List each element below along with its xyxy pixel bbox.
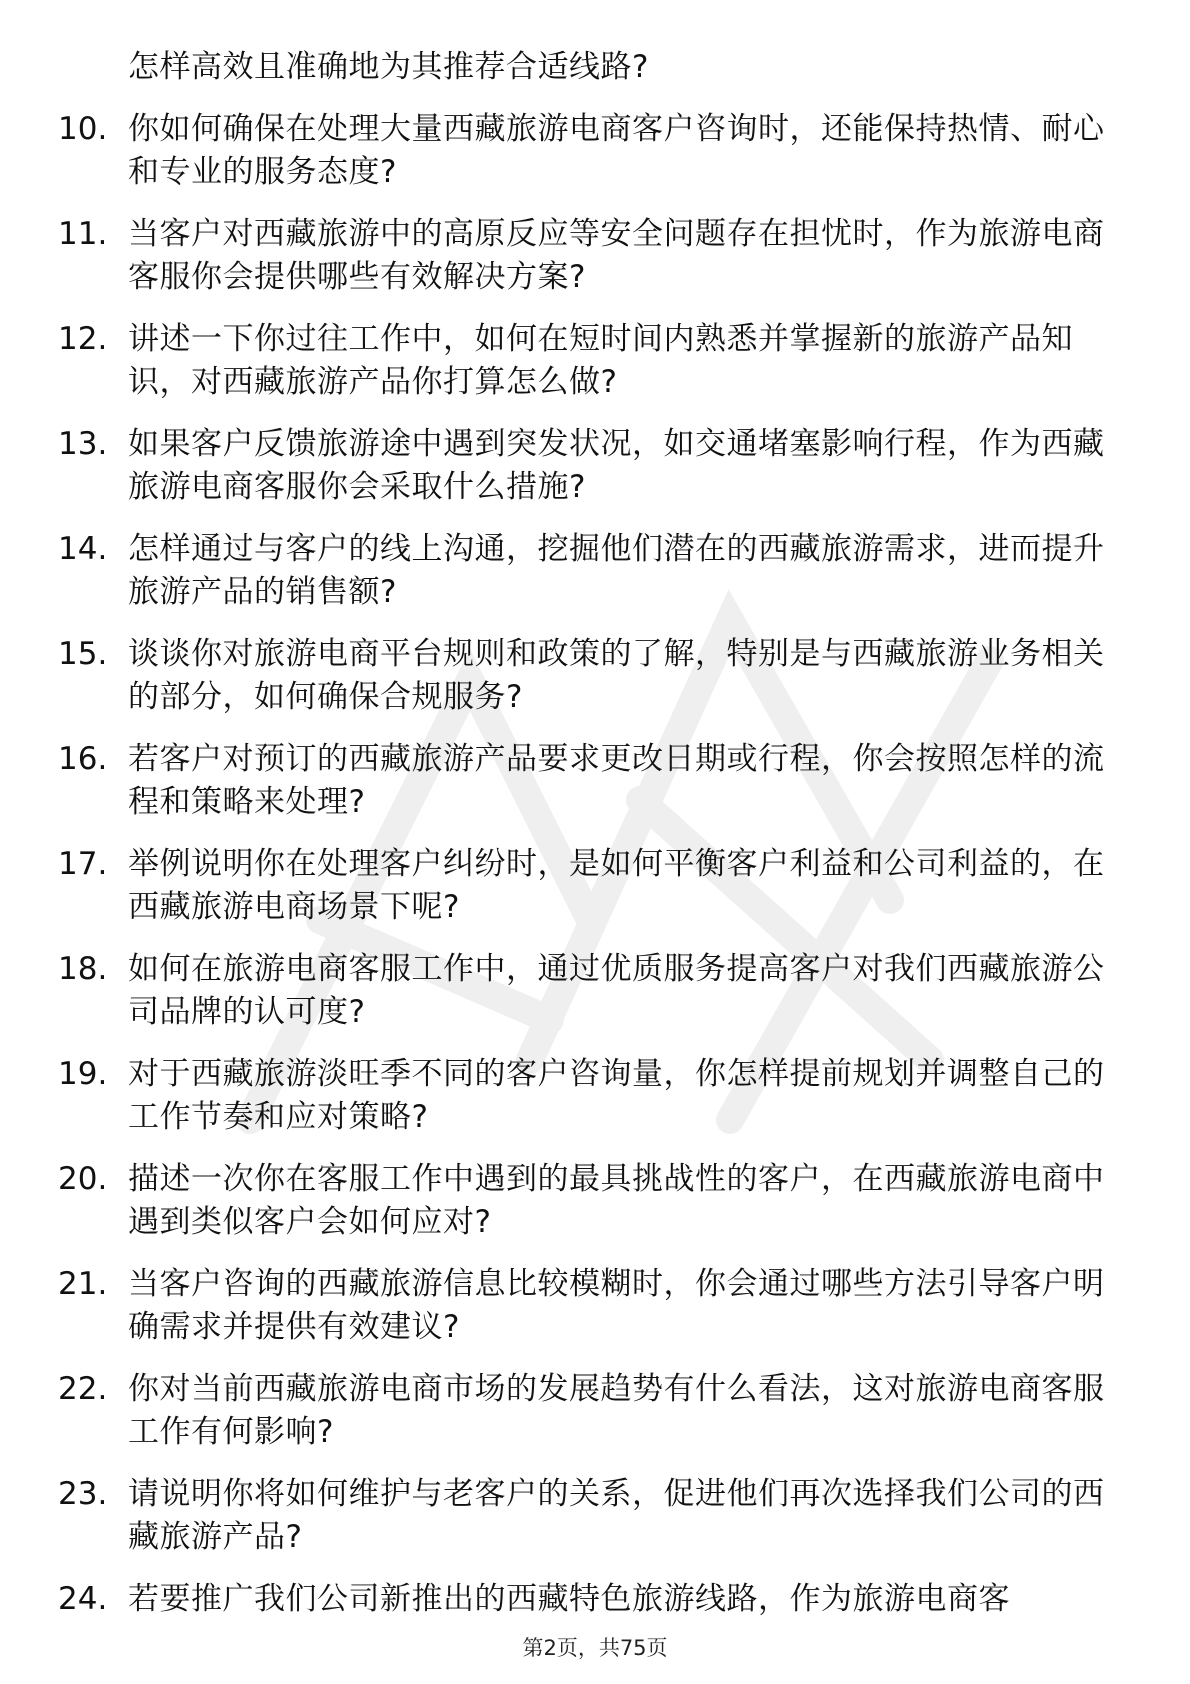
question-text: 举例说明你在处理客户纠纷时，是如何平衡客户利益和公司利益的，在西藏旅游电商场景下呢?	[128, 846, 1105, 925]
question-number: 16.	[58, 741, 108, 777]
list-item	[0, 633, 1190, 738]
list-item	[0, 1158, 1190, 1263]
question-text: 讲述一下你过往工作中，如何在短时间内熟悉并掌握新的旅游产品知识，对西藏旅游产品你打算怎么做?	[128, 321, 1073, 400]
question-number: 19.	[58, 1056, 108, 1092]
question-text: 你对当前西藏旅游电商市场的发展趋势有什么看法，这对旅游电商客服工作有何影响?	[128, 1371, 1105, 1450]
list-item	[0, 1263, 1190, 1368]
question-text: 如何在旅游电商客服工作中，通过优质服务提高客户对我们西藏旅游公司品牌的认可度?	[128, 951, 1105, 1030]
question-number: 12.	[58, 321, 108, 357]
question-number: 14.	[58, 531, 108, 567]
list-item	[0, 1053, 1190, 1158]
question-text: 当客户对西藏旅游中的高原反应等安全问题存在担忧时，作为旅游电商客服你会提供哪些有效解决方案?	[128, 216, 1105, 295]
question-text: 怎样高效且准确地为其推荐合适线路?	[128, 49, 649, 85]
question-number: 18.	[58, 951, 108, 987]
question-number: 20.	[58, 1161, 108, 1197]
list-item	[0, 1473, 1190, 1578]
question-number: 10.	[58, 111, 108, 147]
list-item	[0, 108, 1190, 213]
question-text: 谈谈你对旅游电商平台规则和政策的了解，特别是与西藏旅游业务相关的部分，如何确保合规服务?	[128, 636, 1105, 715]
question-text: 请说明你将如何维护与老客户的关系，促进他们再次选择我们公司的西藏旅游产品?	[128, 1476, 1105, 1555]
list-item	[0, 318, 1190, 423]
question-number: 17.	[58, 846, 108, 882]
question-text: 怎样通过与客户的线上沟通，挖掘他们潜在的西藏旅游需求，进而提升旅游产品的销售额?	[128, 531, 1105, 610]
question-number: 22.	[58, 1371, 108, 1407]
list-item	[0, 738, 1190, 843]
list-item	[0, 948, 1190, 1053]
question-number: 13.	[58, 426, 108, 462]
question-number: 11.	[58, 216, 108, 252]
question-text: 你如何确保在处理大量西藏旅游电商客户咨询时，还能保持热情、耐心和专业的服务态度?	[128, 111, 1105, 190]
question-number: 15.	[58, 636, 108, 672]
question-text: 若客户对预订的西藏旅游产品要求更改日期或行程，你会按照怎样的流程和策略来处理?	[128, 741, 1105, 820]
question-number: 24.	[58, 1581, 108, 1617]
list-item	[0, 423, 1190, 528]
list-item-continuation	[0, 46, 1190, 108]
question-text: 当客户咨询的西藏旅游信息比较模糊时，你会通过哪些方法引导客户明确需求并提供有效建议?	[128, 1266, 1105, 1345]
list-item	[0, 213, 1190, 318]
question-list	[0, 46, 1190, 1683]
question-number: 21.	[58, 1266, 108, 1302]
list-item	[0, 528, 1190, 633]
question-text: 如果客户反馈旅游途中遇到突发状况，如交通堵塞影响行程，作为西藏旅游电商客服你会采取什么措施?	[128, 426, 1105, 505]
list-item	[0, 1368, 1190, 1473]
page-number-footer: 第2页，共75页	[522, 1636, 668, 1660]
question-text: 若要推广我们公司新推出的西藏特色旅游线路，作为旅游电商客	[128, 1581, 1010, 1617]
list-item	[0, 843, 1190, 948]
question-number: 23.	[58, 1476, 108, 1512]
list-item	[0, 1578, 1190, 1683]
question-text: 对于西藏旅游淡旺季不同的客户咨询量，你怎样提前规划并调整自己的工作节奏和应对策略?	[128, 1056, 1105, 1135]
question-text: 描述一次你在客服工作中遇到的最具挑战性的客户，在西藏旅游电商中遇到类似客户会如何应对?	[128, 1161, 1105, 1240]
